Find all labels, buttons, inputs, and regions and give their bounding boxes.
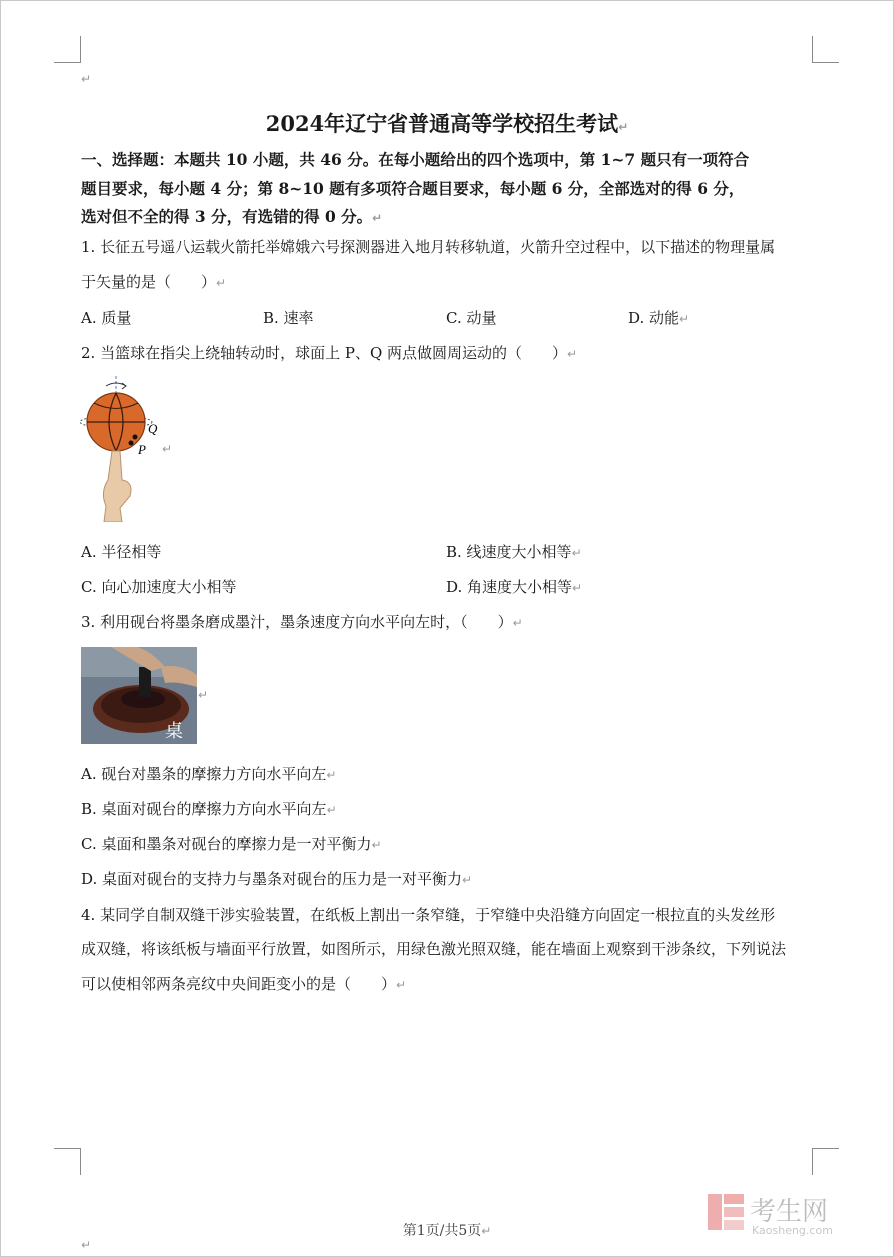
question-3-stem: 3. 利用砚台将墨条磨成墨汁，墨条速度方向水平向左时，（ ）↵ xyxy=(81,613,523,631)
label-q: Q xyxy=(148,421,158,436)
paragraph-mark: ↵ xyxy=(81,1238,92,1252)
exam-title: 2024年辽宁省普通高等学校招生考试↵ xyxy=(265,111,629,136)
question-4-line-2: 成双缝，将该纸板与墙面平行放置，如图所示，用绿色激光照双缝，能在墙面上观察到干涉条纹，下列说法 xyxy=(81,940,787,958)
question-4-line-3: 可以使相邻两条亮纹中央间距变小的是（ ）↵ xyxy=(81,975,407,993)
paragraph-mark: ↵ xyxy=(162,442,173,456)
q1-option-c: C. 动量 xyxy=(446,309,497,327)
margin-corner-bottom-right xyxy=(812,1148,839,1175)
point-q xyxy=(133,435,138,440)
question-1-line-2: 于矢量的是（ ）↵ xyxy=(81,273,227,291)
section-header-line-2: 题目要求，每小题 4 分；第 8~10 题有多项符合题目要求，每小题 6 分，全部选对的得 6 分， xyxy=(81,179,745,198)
q2-option-c: C. 向心加速度大小相等 xyxy=(81,578,237,596)
section-header-line-3: 选对但不全的得 3 分，有选错的得 0 分。↵ xyxy=(81,207,383,226)
question-1-line-1: 1. 长征五号遥八运载火箭托举嫦娥六号探测器进入地月转移轨道，火箭升空过程中，以下描述的物理量属 xyxy=(81,238,776,256)
q2-option-a: A. 半径相等 xyxy=(81,543,162,561)
q2-option-b: B. 线速度大小相等↵ xyxy=(446,543,582,561)
photo-label-desk: 桌 xyxy=(165,721,183,742)
question-4-line-1: 4. 某同学自制双缝干涉实验装置，在纸板上割出一条窄缝，于窄缝中央沿缝方向固定一根拉直的头发丝形 xyxy=(81,906,776,924)
q1-option-a: A. 质量 xyxy=(81,309,132,327)
section-header-line-1: 一、选择题：本题共 10 小题，共 46 分。在每小题给出的四个选项中，第 1~7 题只有一项符合 xyxy=(81,150,750,169)
watermark-en: Kaosheng.com xyxy=(752,1224,833,1236)
q3-option-a: A. 砚台对墨条的摩擦力方向水平向左↵ xyxy=(81,765,337,783)
label-p: P xyxy=(138,442,146,457)
paragraph-mark: ↵ xyxy=(81,72,92,86)
q3-option-d: D. 桌面对砚台的支持力与墨条对砚台的压力是一对平衡力↵ xyxy=(81,870,473,888)
q3-option-c: C. 桌面和墨条对砚台的摩擦力是一对平衡力↵ xyxy=(81,835,382,853)
q1-option-d: D. 动能↵ xyxy=(628,309,690,327)
q3-option-b: B. 桌面对砚台的摩擦力方向水平向左↵ xyxy=(81,800,337,818)
page-footer: 第1页/共5页↵ xyxy=(402,1223,492,1239)
margin-corner-bottom-left xyxy=(54,1148,81,1175)
watermark-cn: 考生网 xyxy=(750,1197,829,1227)
inkstone-photo xyxy=(81,647,197,744)
margin-corner-top-left xyxy=(54,36,81,63)
q1-option-b: B. 速率 xyxy=(263,309,314,327)
kaosheng-watermark-logo xyxy=(706,1190,874,1236)
question-2-stem: 2. 当篮球在指尖上绕轴转动时，球面上 P、Q 两点做圆周运动的（ ）↵ xyxy=(81,344,578,362)
point-p xyxy=(129,441,134,446)
paragraph-mark: ↵ xyxy=(198,688,209,702)
margin-corner-top-right xyxy=(812,36,839,63)
q2-option-d: D. 角速度大小相等↵ xyxy=(446,578,583,596)
